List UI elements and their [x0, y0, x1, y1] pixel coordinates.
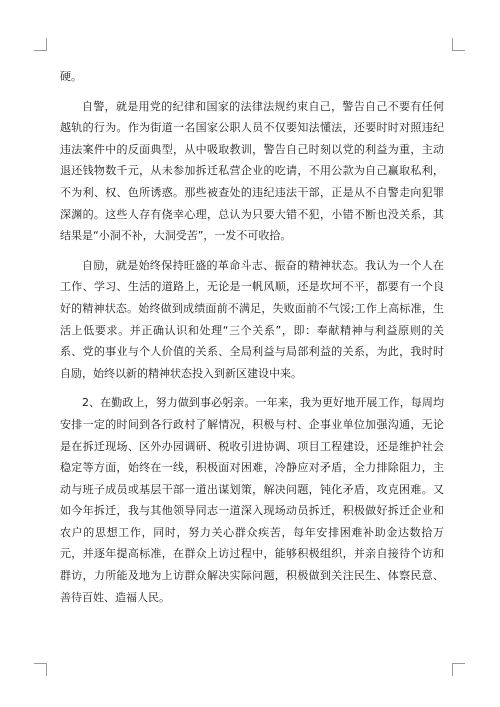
crop-mark-bottom-right [452, 663, 465, 676]
document-body [60, 66, 444, 616]
crop-mark-top-left [34, 38, 47, 51]
paragraph-self-warning: 自警，就是用党的纪律和国家的法律法规约束自己，警告自己不要有任何越轨的行为。作为街道一名国家公职人员不仅要知法懂法，还要时时对照违纪违法案件中的反面典型，从中吸取教训，警告自己时刻以党的利益为重，主动退还钱物数千元，从未参加拆迁私营企业的吃请，不用公款为自己赢取私利，不为利、权、色所诱惑。那些被查处的违纪违法干部，正是从不自警走向犯罪深渊的。这些人存有侥幸心理，总认为只要大错不犯，小错不断也没关系，其结果是“小洞不补，大洞受苦”，一发不可收拾。 [60, 99, 444, 243]
crop-mark-top-right [452, 38, 465, 51]
crop-mark-bottom-left [34, 663, 47, 676]
paragraph-self-encouragement: 自励，就是始终保持旺盛的革命斗志、振奋的精神状态。我认为一个人在工作、学习、生活的道路上，无论是一帆风顺，还是坎坷不平，都要有一个良好的精神状态。始终做到成绩面前不满足，失败面前不气馁;工作上高标准，生活上低要求。并正确认识和处理“三个关系”，即：奉献精神与利益原则的关系、党的事业与个人价值的关系、全局利益与局部利益的关系，为此，我时时自励，始终以新的精神状态投入到新区建设中来。 [60, 258, 444, 380]
paragraph-continuation: 硬。 [60, 70, 82, 83]
paragraph-diligence: 2、在勤政上，努力做到事必躬亲。一年来，我为更好地开展工作，每周均安排一定的时间到各行政村了解情况，积极与村、企事业单位加强沟通，无论是在拆迁现场、区外办园调研、税收引进协调、项目工程建设，还是维护社会稳定等方面，始终在一线，积极面对困难，冷静应对矛盾，全力排除阻力，主动与班子成员或基层干部一道出谋划策，解决问题，钝化矛盾，攻克困难。又如今年拆迁，我与其他领导同志一道深入现场动员拆迁，积极做好拆迁企业和农户的思想工作，同时，努力关心群众疾苦，每年安排困难补助金达数拾万元，并逐年提高标准，在群众上访过程中，能够积极组织，并亲自接待个访和群访，力所能及地为上访群众解决实际问题，积极做到关注民生、体察民意、善待百姓、造福人民。 [60, 396, 444, 604]
